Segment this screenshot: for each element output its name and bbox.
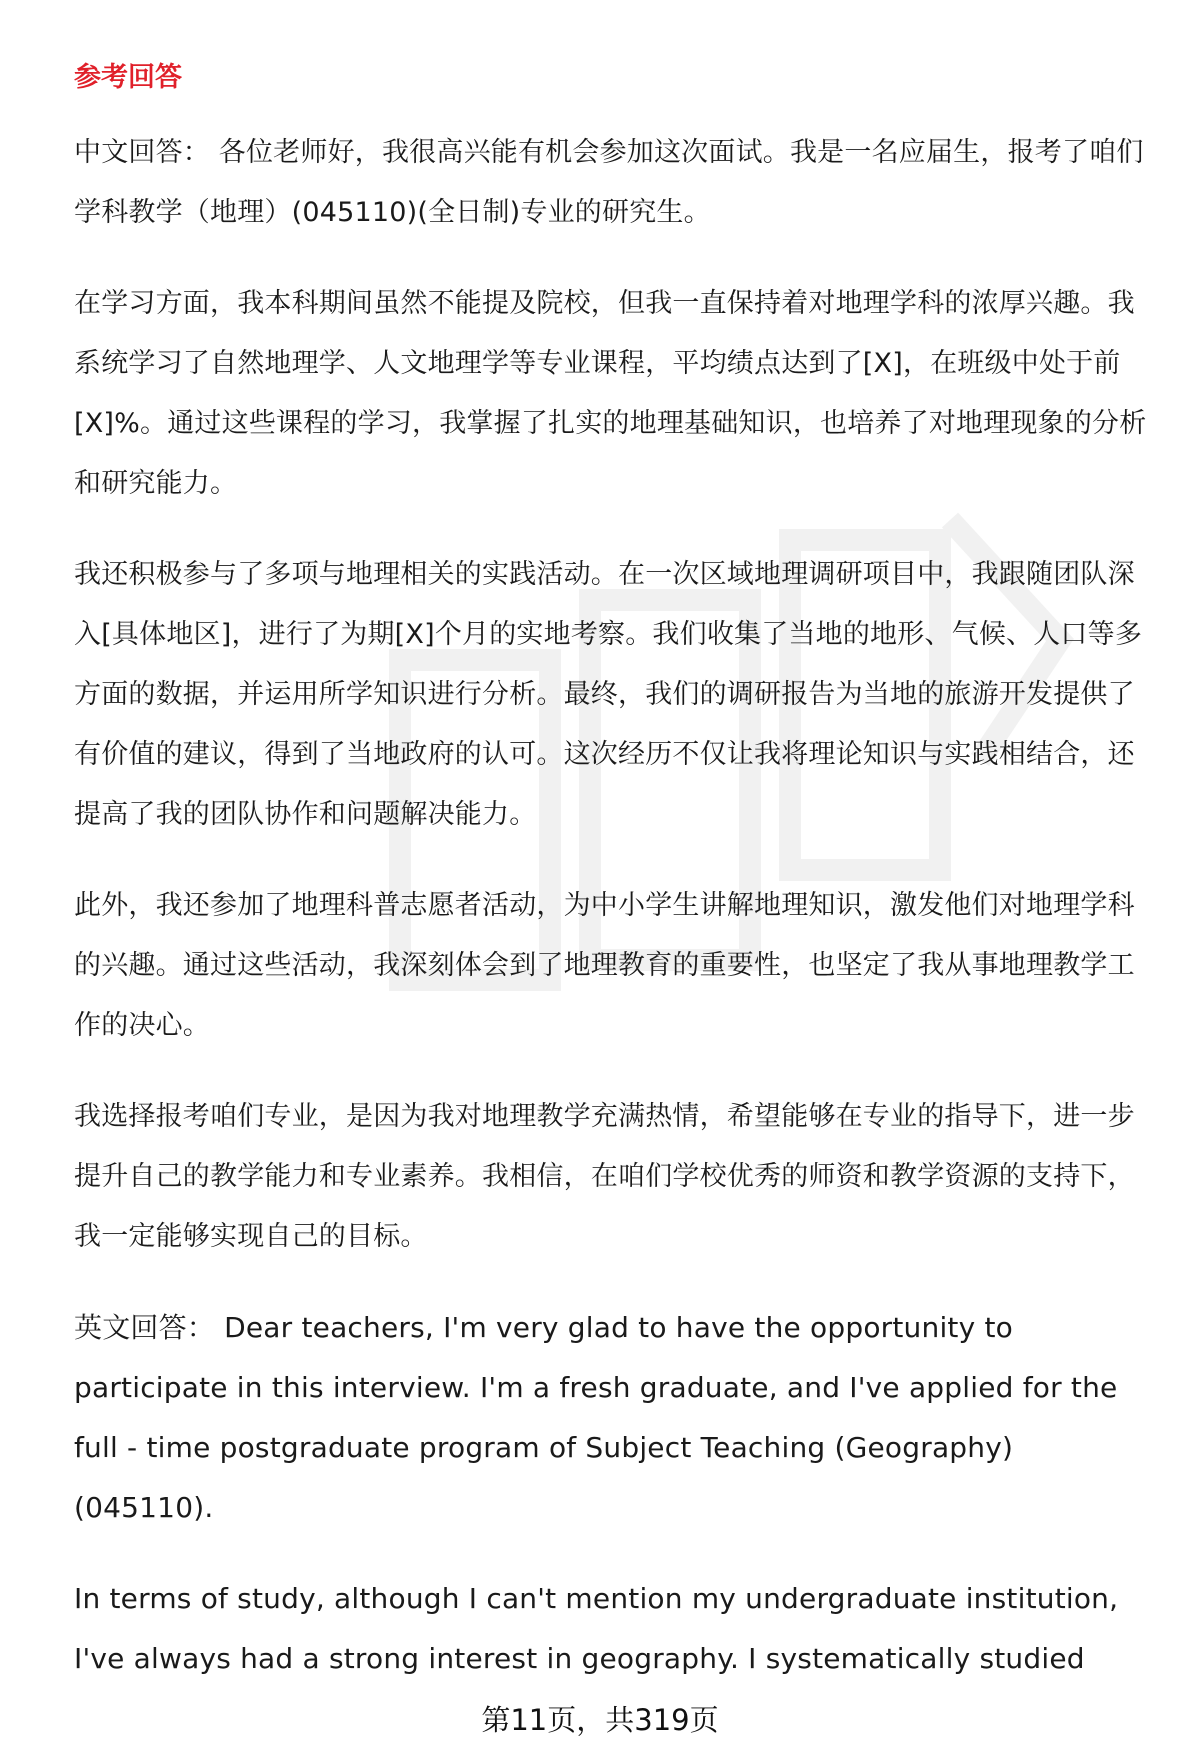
section-heading: 参考回答 xyxy=(74,62,182,93)
paragraph-volunteer: 此外，我还参加了地理科普志愿者活动，为中小学生讲解地理知识，激发他们对地理学科的兴趣。通过这些活动，我深刻体会到了地理教育的重要性，也坚定了我从事地理教学工作的决心。 xyxy=(74,890,1135,1041)
paragraph-motivation: 我选择报考咱们专业，是因为我对地理教学充满热情，希望能够在专业的指导下，进一步提升自己的教学能力和专业素养。我相信，在咱们学校优秀的师资和教学资源的支持下，我一定能够实现自己的目标。 xyxy=(74,1101,1135,1252)
paragraph-study: 在学习方面，我本科期间虽然不能提及院校，但我一直保持着对地理学科的浓厚兴趣。我系统学习了自然地理学、人文地理学等专业课程，平均绩点达到了[X]，在班级中处于前[X]%。通过这些课程的学习，我掌握了扎实的地理基础知识，也培养了对地理现象的分析和研究能力。 xyxy=(74,288,1147,499)
paragraph-intro-chinese: 中文回答： 各位老师好，我很高兴能有机会参加这次面试。我是一名应届生，报考了咱们学科教学（地理）(045110)(全日制)专业的研究生。 xyxy=(74,137,1144,228)
document-page xyxy=(74,58,1154,1720)
paragraph-study-english: In terms of study, although I can't mention my undergraduate institution, I've always had a strong interest in geography. I systematically studied xyxy=(74,1582,1119,1675)
paragraph-practice: 我还积极参与了多项与地理相关的实践活动。在一次区域地理调研项目中，我跟随团队深入[具体地区]，进行了为期[X]个月的实地考察。我们收集了当地的地形、气候、人口等多方面的数据，并运用所学知识进行分析。最终，我们的调研报告为当地的旅游开发提供了有价值的建议，得到了当地政府的认可。这次经历不仅让我将理论知识与实践相结合，还提高了我的团队协作和问题解决能力。 xyxy=(74,559,1143,830)
paragraph-intro-english: 英文回答： Dear teachers, I'm very glad to have the opportunity to participate in this interview. I'm a fresh graduate, and I've applied for the full - time postgraduate program of Subject Teaching (Geography) (045110). xyxy=(74,1311,1118,1524)
page-number-footer: 第11页，共319页 xyxy=(481,1703,719,1737)
